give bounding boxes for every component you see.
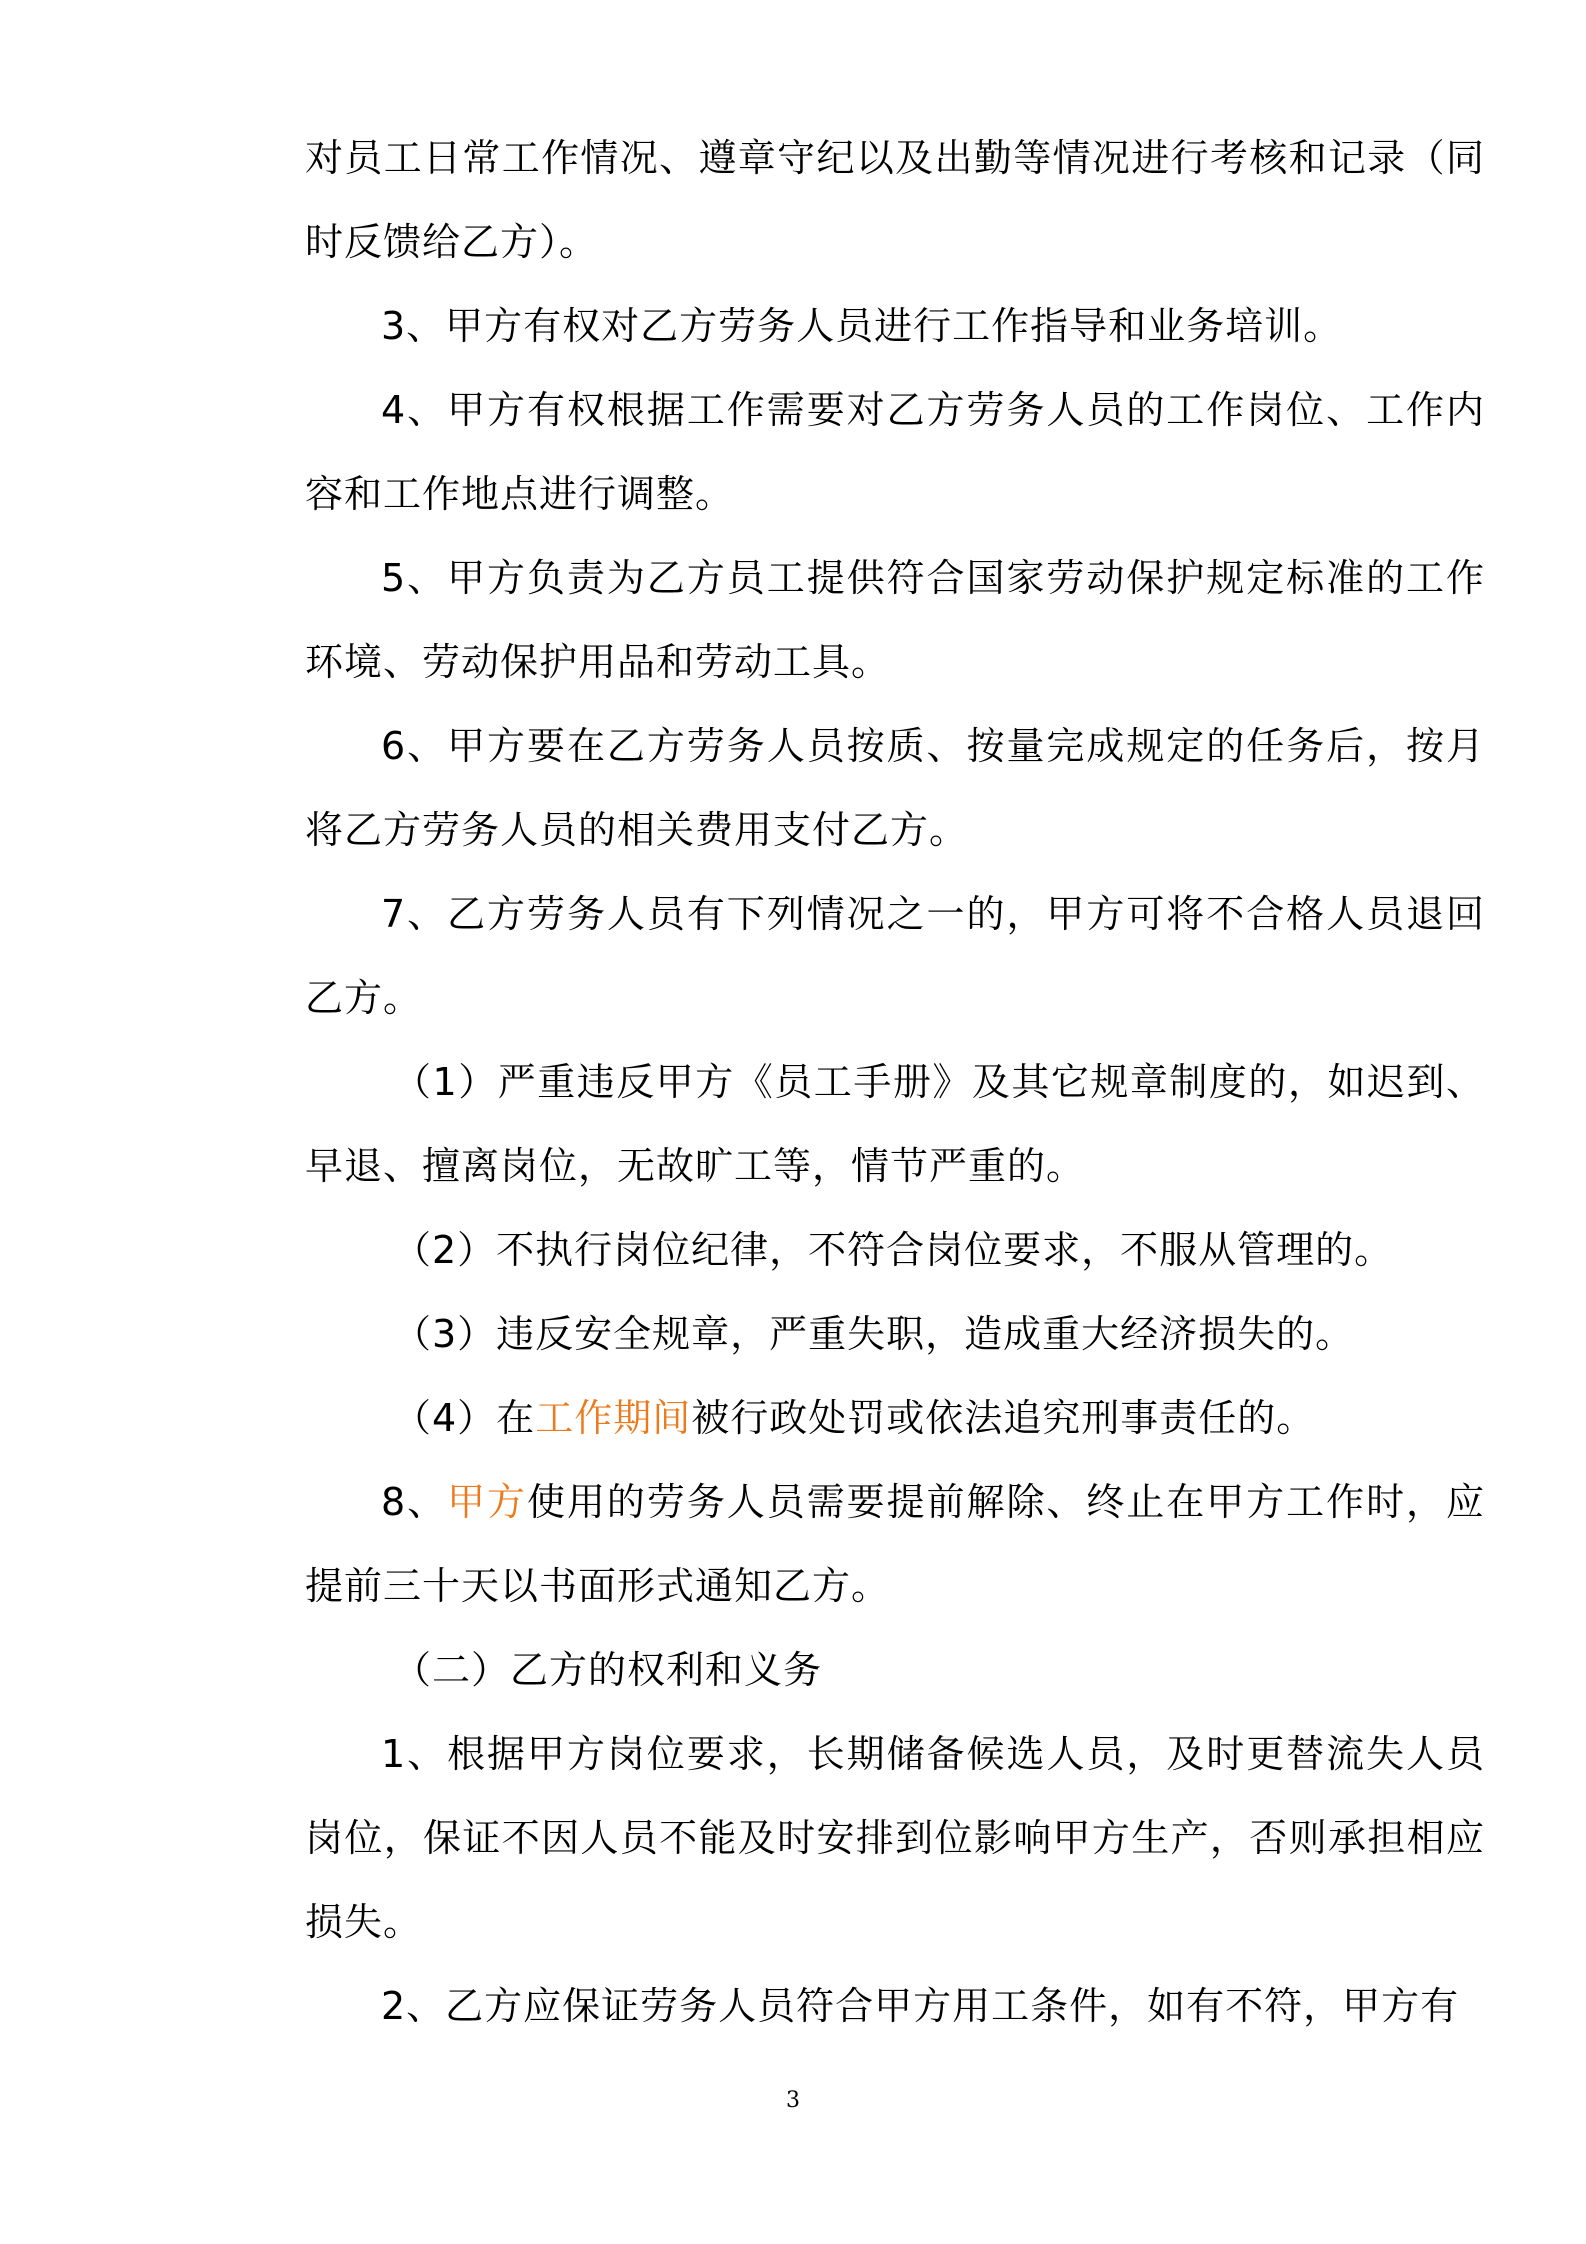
paragraph-item-5: 5、甲方负责为乙方员工提供符合国家劳动保护规定标准的工作环境、劳动保护用品和劳动工具。 — [305, 556, 1485, 684]
paragraph-item-3: 3、甲方有权对乙方劳务人员进行工作指导和业务培训。 — [381, 304, 1343, 348]
paragraph-subitem-2: （2）不执行岗位纪律，不符合岗位要求，不服从管理的。 — [393, 1228, 1394, 1272]
section-heading-party-b-rights: （二）乙方的权利和义务 — [393, 1648, 823, 1692]
paragraph-item-4: 4、甲方有权根据工作需要对乙方劳务人员的工作岗位、工作内容和工作地点进行调整。 — [305, 388, 1485, 516]
item-8-suffix: 使用的劳务人员需要提前解除、终止在甲方工作时，应提前三十天以书面形式通知乙方。 — [305, 1480, 1485, 1608]
paragraph-subitem-1: （1）严重违反甲方《员工手册》及其它规章制度的，如迟到、早退、擅离岗位，无故旷工等，情节严重的。 — [305, 1060, 1485, 1188]
paragraph-continuation: 对员工日常工作情况、遵章守纪以及出勤等情况进行考核和记录（同时反馈给乙方）。 — [305, 136, 1485, 264]
paragraph-item-7: 7、乙方劳务人员有下列情况之一的，甲方可将不合格人员退回乙方。 — [305, 892, 1485, 1020]
page-body — [305, 116, 1485, 2048]
page-number: 3 — [786, 2088, 800, 2113]
paragraph-subitem-3: （3）违反安全规章，严重失职，造成重大经济损失的。 — [393, 1312, 1355, 1356]
paragraph-item-6: 6、甲方要在乙方劳务人员按质、按量完成规定的任务后，按月将乙方劳务人员的相关费用支付乙方。 — [305, 724, 1485, 852]
paragraph-subitem-4 — [305, 1376, 1485, 1460]
paragraph-item-8 — [305, 1460, 1485, 1628]
item-8-prefix: 8、 — [381, 1480, 448, 1524]
highlighted-term-work-period: 工作期间 — [535, 1396, 692, 1440]
highlighted-term-party-a: 甲方 — [447, 1480, 528, 1524]
subitem-4-suffix: 被行政处罚或依法追究刑事责任的。 — [691, 1396, 1316, 1440]
paragraph-b-item-2: 2、乙方应保证劳务人员符合甲方用工条件，如有不符，甲方有 — [381, 1984, 1460, 2028]
subitem-4-prefix: （4）在 — [393, 1396, 536, 1440]
paragraph-b-item-1: 1、根据甲方岗位要求，长期储备候选人员，及时更替流失人员岗位，保证不因人员不能及时安排到位影响甲方生产，否则承担相应损失。 — [305, 1732, 1485, 1944]
